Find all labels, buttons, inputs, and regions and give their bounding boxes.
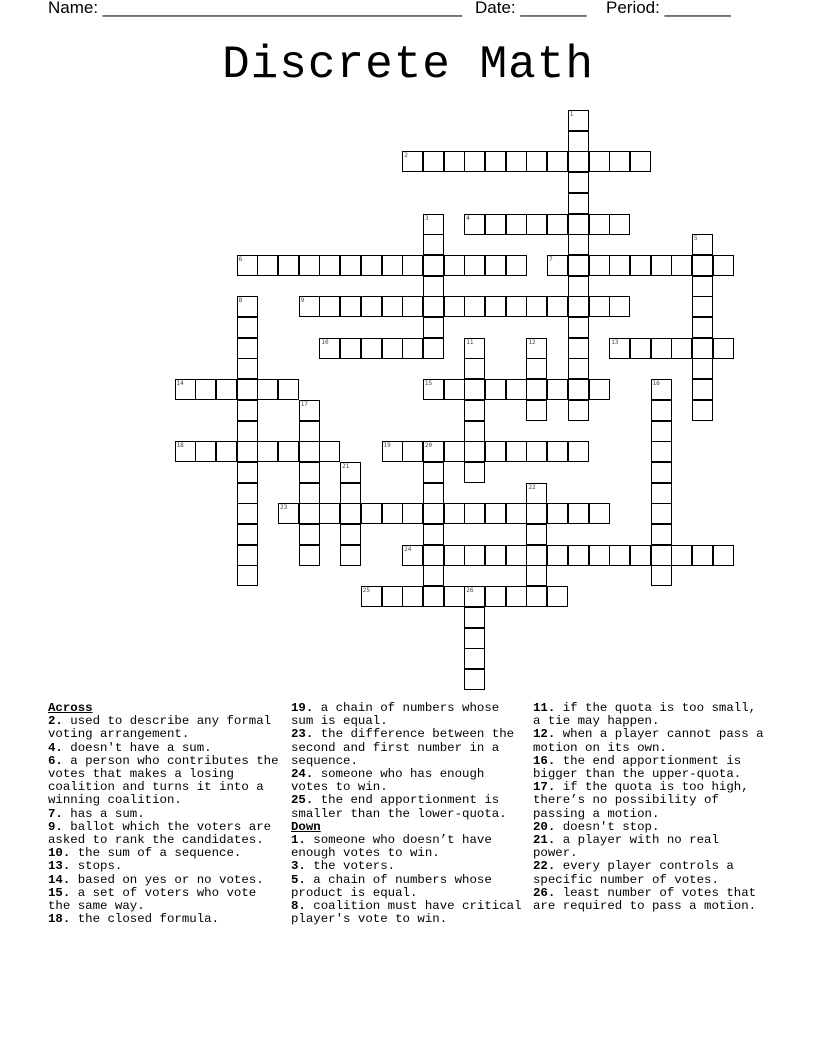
grid-cell[interactable]: [526, 400, 547, 421]
grid-cell[interactable]: [692, 338, 713, 359]
grid-cell[interactable]: [278, 379, 299, 400]
grid-cell[interactable]: [423, 317, 444, 338]
grid-cell[interactable]: [547, 296, 568, 317]
clue-16: 16. the end apportionment is bigger than the upper-quota.: [533, 753, 742, 782]
clue-number-21: 21: [342, 462, 350, 470]
grid-cell[interactable]: [589, 214, 610, 235]
grid-cell[interactable]: [568, 131, 589, 152]
grid-cell[interactable]: [485, 503, 506, 524]
grid-cell[interactable]: [506, 151, 527, 172]
grid-cell[interactable]: [237, 545, 258, 566]
grid-cell[interactable]: [485, 296, 506, 317]
grid-cell[interactable]: [237, 462, 258, 483]
grid-cell[interactable]: [340, 255, 361, 276]
grid-cell[interactable]: [671, 545, 692, 566]
grid-cell[interactable]: [340, 503, 361, 524]
grid-cell[interactable]: [568, 214, 589, 235]
clue-number-1: 1: [569, 111, 574, 118]
clue-15: 15. a set of voters who vote the same way.: [48, 885, 257, 914]
grid-cell[interactable]: [402, 586, 423, 607]
grid-cell[interactable]: [568, 358, 589, 379]
grid-cell[interactable]: [630, 545, 651, 566]
clue-number-23: 23: [280, 504, 288, 512]
clue-18: 18. the closed formula.: [48, 912, 220, 927]
clue-12: 12. when a player cannot pass a motion on its own.: [533, 727, 764, 755]
grid-cell[interactable]: [651, 565, 672, 586]
clue-8: 8. coalition must have critical player's vote to win.: [291, 899, 522, 927]
grid-cell[interactable]: [609, 255, 630, 276]
grid-cell[interactable]: [444, 296, 465, 317]
grid-cell[interactable]: [423, 296, 444, 317]
clue-number-16: 16: [652, 380, 660, 388]
clue-number-15: 15: [424, 380, 433, 388]
grid-cell[interactable]: [237, 317, 258, 338]
grid-cell[interactable]: [423, 462, 444, 483]
grid-cell[interactable]: [609, 214, 630, 235]
grid-cell[interactable]: [568, 193, 589, 214]
grid-cell[interactable]: [423, 503, 444, 524]
grid-cell[interactable]: [609, 151, 630, 172]
clue-number-3: 3: [424, 214, 429, 222]
clue-20: 20. doesn't stop.: [533, 819, 660, 834]
grid-cell[interactable]: [609, 296, 630, 317]
grid-cell[interactable]: [361, 296, 382, 317]
down-heading: Down: [291, 819, 321, 834]
grid-cell[interactable]: [299, 255, 320, 276]
clue-3: 3. the voters.: [291, 859, 396, 874]
grid-cell[interactable]: [257, 441, 278, 462]
grid-cell[interactable]: [361, 255, 382, 276]
grid-cell[interactable]: [506, 296, 527, 317]
grid-cell[interactable]: [195, 379, 216, 400]
grid-cell[interactable]: [692, 296, 713, 317]
grid-cell[interactable]: [464, 441, 485, 462]
grid-cell[interactable]: [444, 379, 465, 400]
grid-cell[interactable]: [464, 669, 485, 690]
across-heading: Across: [48, 701, 93, 715]
grid-cell[interactable]: [589, 151, 610, 172]
date-line[interactable]: Date: _______: [475, 0, 587, 17]
clue-number-11: 11: [466, 338, 474, 346]
grid-cell[interactable]: [547, 586, 568, 607]
grid-cell[interactable]: [237, 524, 258, 545]
grid-cell[interactable]: [340, 545, 361, 566]
grid-cell[interactable]: [237, 400, 258, 421]
grid-cell[interactable]: [299, 503, 320, 524]
clue-13: 13. stops.: [48, 859, 123, 874]
grid-cell[interactable]: [423, 338, 444, 359]
grid-cell[interactable]: [464, 296, 485, 317]
grid-cell[interactable]: [423, 151, 444, 172]
grid-cell[interactable]: [402, 255, 423, 276]
grid-cell[interactable]: [526, 151, 547, 172]
grid-cell[interactable]: [506, 441, 527, 462]
grid-cell[interactable]: [299, 421, 320, 442]
clue-4: 4. doesn't have a sum.: [48, 740, 212, 755]
grid-cell[interactable]: [464, 462, 485, 483]
grid-cell[interactable]: [299, 524, 320, 545]
grid-cell[interactable]: [547, 503, 568, 524]
clue-number-9: 9: [300, 297, 305, 305]
period-line[interactable]: Period: _______: [606, 0, 731, 17]
clue-number-18: 18: [176, 442, 184, 450]
grid-cell[interactable]: [568, 234, 589, 255]
clue-17: 17. if the quota is too high, there’s no possibility of passing a motion.: [533, 780, 749, 821]
grid-cell[interactable]: [464, 255, 485, 276]
clue-1: 1. someone who doesn’t have enough votes to win.: [291, 833, 492, 861]
clues-column-3: [533, 702, 769, 913]
grid-cell[interactable]: [237, 565, 258, 586]
grid-cell[interactable]: [713, 255, 734, 276]
grid-cell[interactable]: [444, 586, 465, 607]
grid-cell[interactable]: [526, 565, 547, 586]
grid-cell[interactable]: [506, 545, 527, 566]
grid-cell[interactable]: [609, 545, 630, 566]
grid-cell[interactable]: [651, 400, 672, 421]
grid-cell[interactable]: [671, 338, 692, 359]
clue-number-6: 6: [238, 255, 243, 263]
clue-10: 10. the sum of a sequence.: [48, 846, 242, 861]
grid-cell[interactable]: [651, 462, 672, 483]
grid-cell[interactable]: [568, 338, 589, 359]
grid-cell[interactable]: [237, 338, 258, 359]
grid-cell[interactable]: [651, 441, 672, 462]
clue-number-14: 14: [176, 380, 184, 388]
clue-number-20: 20: [424, 442, 433, 450]
clue-22: 22. every player controls a specific number of votes.: [533, 859, 734, 887]
grid-cell[interactable]: [361, 338, 382, 359]
clue-19: 19. a chain of numbers whose sum is equal.: [291, 701, 500, 729]
grid-cell[interactable]: [464, 503, 485, 524]
grid-cell[interactable]: [319, 255, 340, 276]
clue-number-8: 8: [238, 297, 243, 305]
grid-cell[interactable]: [692, 400, 713, 421]
grid-cell[interactable]: [568, 172, 589, 193]
grid-cell[interactable]: [340, 338, 361, 359]
grid-cell[interactable]: [547, 441, 568, 462]
grid-cell[interactable]: [340, 524, 361, 545]
clue-6: 6. a person who contributes the votes that makes a losing coalition and turns it into a winning coalition.: [48, 753, 279, 808]
grid-cell[interactable]: [319, 441, 340, 462]
grid-cell[interactable]: [547, 214, 568, 235]
grid-cell[interactable]: [319, 503, 340, 524]
grid-cell[interactable]: [382, 296, 403, 317]
grid-cell[interactable]: [568, 441, 589, 462]
clue-number-4: 4: [466, 214, 470, 222]
grid-cell[interactable]: [568, 400, 589, 421]
grid-cell[interactable]: [651, 524, 672, 545]
clue-26: 26. least number of votes that are required to pass a motion.: [533, 885, 757, 914]
grid-cell[interactable]: [506, 214, 527, 235]
grid-cell[interactable]: [423, 234, 444, 255]
grid-cell[interactable]: [299, 441, 320, 462]
grid-cell[interactable]: [340, 483, 361, 504]
grid-cell[interactable]: [485, 586, 506, 607]
grid-cell[interactable]: [195, 441, 216, 462]
grid-cell[interactable]: [526, 214, 547, 235]
clue-number-2: 2: [404, 152, 408, 160]
grid-cell[interactable]: [444, 503, 465, 524]
puzzle-title: Discrete Math: [222, 39, 594, 91]
grid-cell[interactable]: [485, 545, 506, 566]
clues-column-2: [291, 702, 527, 926]
grid-cell[interactable]: [589, 255, 610, 276]
grid-cell[interactable]: [589, 379, 610, 400]
grid-cell[interactable]: [402, 296, 423, 317]
grid-cell[interactable]: [299, 545, 320, 566]
grid-cell[interactable]: [402, 503, 423, 524]
clue-number-26: 26: [466, 587, 474, 595]
grid-cell[interactable]: [506, 586, 527, 607]
grid-cell[interactable]: [299, 462, 320, 483]
clue-2: 2. used to describe any formal voting arrangement.: [48, 714, 272, 742]
grid-cell[interactable]: [651, 255, 672, 276]
grid-cell[interactable]: [671, 255, 692, 276]
grid-cell[interactable]: [526, 441, 547, 462]
clue-number-7: 7: [549, 255, 553, 263]
grid-cell[interactable]: [651, 483, 672, 504]
grid-cell[interactable]: [423, 255, 444, 276]
grid-cell[interactable]: [547, 379, 568, 400]
clues-column-1: [48, 702, 284, 926]
clue-7: 7. has a sum.: [48, 806, 145, 821]
grid-cell[interactable]: [651, 338, 672, 359]
grid-cell[interactable]: [713, 338, 734, 359]
grid-cell[interactable]: [568, 317, 589, 338]
grid-cell[interactable]: [526, 524, 547, 545]
clue-number-25: 25: [362, 587, 371, 595]
grid-cell[interactable]: [278, 255, 299, 276]
name-line[interactable]: Name: ______________________________________: [48, 0, 463, 17]
grid-cell[interactable]: [547, 545, 568, 566]
grid-cell[interactable]: [319, 296, 340, 317]
grid-cell[interactable]: [340, 296, 361, 317]
clue-14: 14. based on yes or no votes.: [48, 872, 264, 887]
grid-cell[interactable]: [485, 151, 506, 172]
grid-cell[interactable]: [630, 338, 651, 359]
grid-cell[interactable]: [692, 545, 713, 566]
grid-cell[interactable]: [382, 255, 403, 276]
grid-cell[interactable]: [630, 255, 651, 276]
clue-number-13: 13: [611, 338, 619, 346]
grid-cell[interactable]: [589, 503, 610, 524]
grid-cell[interactable]: [237, 503, 258, 524]
grid-cell[interactable]: [692, 276, 713, 297]
grid-cell[interactable]: [568, 503, 589, 524]
clue-9: 9. ballot which the voters are asked to rank the candidates.: [48, 819, 272, 848]
grid-cell[interactable]: [402, 338, 423, 359]
grid-cell[interactable]: [506, 503, 527, 524]
grid-cell[interactable]: [651, 421, 672, 442]
grid-cell[interactable]: [464, 400, 485, 421]
grid-cell[interactable]: [526, 358, 547, 379]
grid-cell[interactable]: [485, 255, 506, 276]
clue-number-10: 10: [321, 338, 329, 346]
grid-cell[interactable]: [382, 586, 403, 607]
grid-cell[interactable]: [423, 524, 444, 545]
grid-cell[interactable]: [464, 151, 485, 172]
grid-cell[interactable]: [630, 151, 651, 172]
clue-11: 11. if the quota is too small, a tie may happen.: [533, 701, 757, 729]
grid-cell[interactable]: [506, 379, 527, 400]
grid-cell[interactable]: [651, 503, 672, 524]
grid-cell[interactable]: [547, 151, 568, 172]
clue-number-19: 19: [383, 442, 391, 450]
grid-cell[interactable]: [526, 503, 547, 524]
grid-cell[interactable]: [568, 151, 589, 172]
grid-cell[interactable]: [464, 421, 485, 442]
grid-cell[interactable]: [216, 441, 237, 462]
grid-cell[interactable]: [589, 296, 610, 317]
grid-cell[interactable]: [464, 358, 485, 379]
grid-cell[interactable]: [485, 441, 506, 462]
clue-5: 5. a chain of numbers whose product is equal.: [291, 872, 492, 900]
grid-cell[interactable]: [237, 441, 258, 462]
grid-cell[interactable]: [526, 545, 547, 566]
grid-cell[interactable]: [526, 586, 547, 607]
grid-cell[interactable]: [444, 151, 465, 172]
grid-cell[interactable]: [589, 545, 610, 566]
clue-number-5: 5: [694, 235, 698, 243]
grid-cell[interactable]: [216, 379, 237, 400]
grid-cell[interactable]: [257, 255, 278, 276]
grid-cell[interactable]: [485, 214, 506, 235]
grid-cell[interactable]: [423, 545, 444, 566]
grid-cell[interactable]: [713, 545, 734, 566]
grid-cell[interactable]: [464, 545, 485, 566]
clue-24: 24. someone who has enough votes to win.: [291, 767, 485, 795]
clue-number-12: 12: [528, 338, 536, 346]
grid-cell[interactable]: [361, 503, 382, 524]
grid-cell[interactable]: [464, 628, 485, 649]
grid-cell[interactable]: [464, 607, 485, 628]
clue-number-22: 22: [528, 483, 536, 491]
clue-number-17: 17: [300, 400, 308, 408]
grid-cell[interactable]: [526, 379, 547, 400]
grid-cell[interactable]: [278, 441, 299, 462]
grid-cell[interactable]: [237, 358, 258, 379]
grid-cell[interactable]: [464, 648, 485, 669]
grid-cell[interactable]: [382, 503, 403, 524]
grid-cell[interactable]: [237, 421, 258, 442]
grid-cell[interactable]: [568, 545, 589, 566]
grid-cell[interactable]: [692, 379, 713, 400]
grid-cell[interactable]: [237, 483, 258, 504]
grid-cell[interactable]: [568, 276, 589, 297]
grid-cell[interactable]: [299, 483, 320, 504]
grid-cell[interactable]: [382, 338, 403, 359]
grid-cell[interactable]: [526, 296, 547, 317]
grid-cell[interactable]: [402, 441, 423, 462]
grid-cell[interactable]: [485, 379, 506, 400]
grid-cell[interactable]: [464, 379, 485, 400]
clue-23: 23. the difference between the second and first number in a sequence.: [291, 727, 515, 768]
grid-cell[interactable]: [423, 276, 444, 297]
grid-cell[interactable]: [423, 586, 444, 607]
grid-cell[interactable]: [423, 483, 444, 504]
clue-21: 21. a player with no real power.: [533, 833, 719, 861]
grid-cell[interactable]: [568, 255, 589, 276]
grid-cell[interactable]: [692, 358, 713, 379]
clue-number-24: 24: [404, 545, 412, 553]
grid-cell[interactable]: [651, 545, 672, 566]
grid-cell[interactable]: [444, 441, 465, 462]
grid-cell[interactable]: [506, 255, 527, 276]
grid-cell[interactable]: [568, 296, 589, 317]
grid-cell[interactable]: [568, 379, 589, 400]
grid-cell[interactable]: [444, 255, 465, 276]
grid-cell[interactable]: [444, 545, 465, 566]
clue-25: 25. the end apportionment is smaller than the lower-quota.: [291, 793, 507, 821]
grid-cell[interactable]: [692, 255, 713, 276]
grid-cell[interactable]: [237, 379, 258, 400]
grid-cell[interactable]: [423, 565, 444, 586]
grid-cell[interactable]: [692, 317, 713, 338]
grid-cell[interactable]: [257, 379, 278, 400]
